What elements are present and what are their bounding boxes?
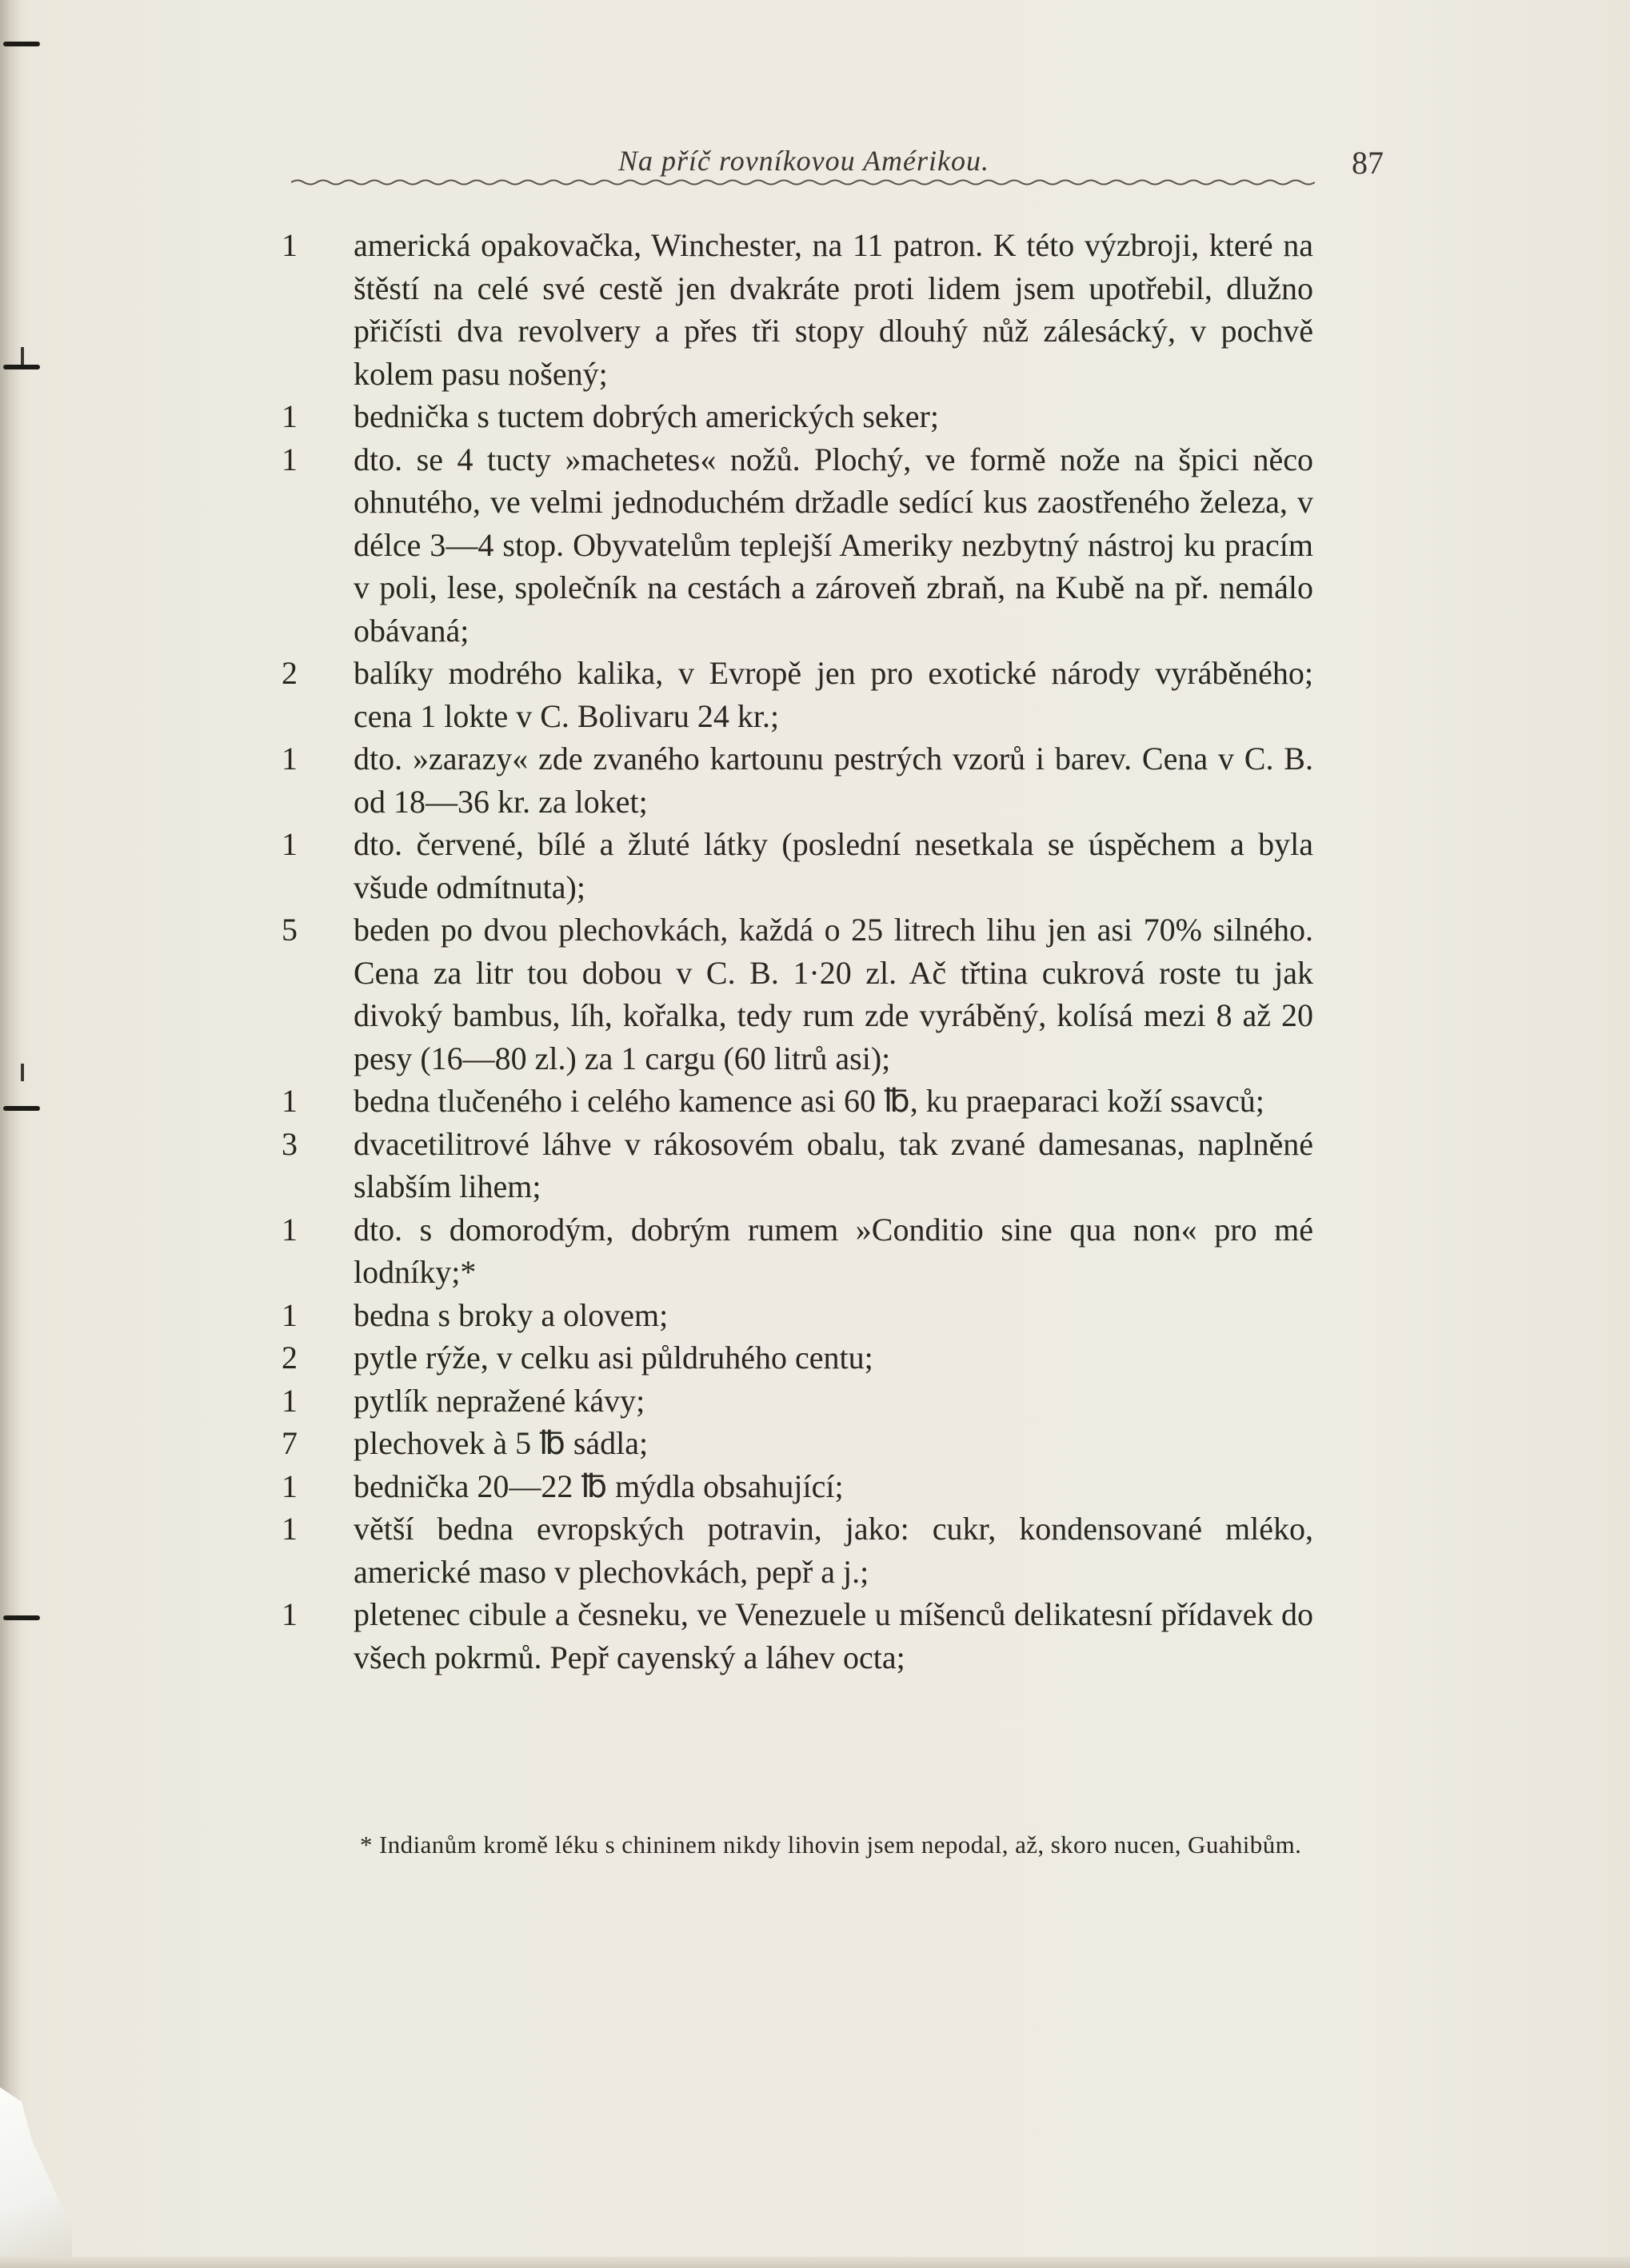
list-item: [282, 1123, 1313, 1208]
list-item: [282, 1336, 1313, 1380]
item-text: americká opakovačka, Winchester, na 11 patron. K této výzbroji, které na štěstí na celé své cestě jen dvakráte proti lidem jsem upotřebil, dlužno přičísti dva revolvery a přes tři stopy dlouhý nůž zálesácký, v pochvě kolem pasu nošený;: [354, 227, 1313, 392]
item-text: bednička s tuctem dobrých amerických seker;: [354, 398, 939, 434]
item-text: pytle rýže, v celku asi půldruhého centu;: [354, 1340, 873, 1376]
list-item: [282, 395, 1313, 438]
item-text: beden po dvou plechovkách, každá o 25 litrech lihu jen asi 70% silného. Cena za litr tou dobou v C. B. 1·20 zl. Ač třtina cukrová roste tu jak divoký bambus, líh, kořalka, tedy rum zde vyráběný, kolísá mezi 8 až 20 pesy (16—80 zl.) za 1 cargu (60 litrů asi);: [354, 912, 1313, 1076]
item-quantity: 1: [282, 1596, 298, 1632]
margin-mark: [3, 42, 40, 46]
list-item: [282, 1507, 1313, 1593]
list-item: [282, 1465, 1313, 1508]
item-quantity: 1: [282, 227, 298, 263]
page-bottom-edge: [0, 2257, 1630, 2268]
item-text: větší bedna evropských potravin, jako: cukr, kondensované mléko, americké maso v plechovkách, pepř a j.;: [354, 1511, 1313, 1590]
margin-tick: [21, 1064, 24, 1081]
item-text: dto. červené, bílé a žluté látky (poslední nesetkala se úspěchem a byla všude odmítnuta);: [354, 826, 1313, 905]
page-number: 87: [1352, 145, 1384, 181]
item-quantity: 1: [282, 1467, 298, 1504]
item-quantity: 2: [282, 1340, 298, 1376]
list-item: [282, 1080, 1313, 1123]
margin-mark: [3, 1106, 40, 1111]
item-quantity: 1: [282, 1511, 298, 1547]
list-item: [282, 823, 1313, 908]
item-text: plechovek à 5 ℔ sádla;: [354, 1425, 649, 1461]
item-quantity: 1: [282, 398, 298, 434]
list-item: [282, 1380, 1313, 1423]
list-item: [282, 1593, 1313, 1679]
item-text: dto. »zarazy« zde zvaného kartounu pestrých vzorů i barev. Cena v C. B. od 18—36 kr. za loket;: [354, 741, 1313, 820]
margin-mark: [3, 365, 40, 369]
margin-tick: [21, 347, 24, 365]
item-text: balíky modrého kalika, v Evropě jen pro exotické národy vyráběného; cena 1 lokte v C. Bolivaru 24 kr.;: [354, 655, 1313, 734]
item-text: pletenec cibule a česneku, ve Venezuele u míšenců delikatesní přídavek do všech pokrmů. Pepř cayenský a láhev octa;: [354, 1596, 1313, 1675]
item-quantity: 1: [282, 441, 298, 477]
margin-mark: [3, 1615, 40, 1620]
binding-edge: [0, 0, 21, 2268]
item-text: bedna tlučeného i celého kamence asi 60 ℔, ku praeparaci koží ssavců;: [354, 1083, 1264, 1119]
list-item: [282, 1294, 1313, 1337]
item-quantity: 1: [282, 741, 298, 777]
item-text: dto. s domorodým, dobrým rumem »Conditio sine qua non« pro mé lodníky;*: [354, 1211, 1313, 1290]
item-quantity: 2: [282, 655, 298, 691]
list-item: [282, 438, 1313, 653]
item-quantity: 1: [282, 826, 298, 862]
list-item: [282, 1422, 1313, 1465]
list-item: [282, 652, 1313, 737]
list-item: [282, 737, 1313, 823]
torn-corner: [0, 2087, 72, 2268]
list-item: [282, 1208, 1313, 1294]
list-item: [282, 908, 1313, 1080]
running-title: Na příč rovníkovou Amérikou.: [618, 145, 989, 177]
item-quantity: 1: [282, 1211, 298, 1248]
item-quantity: 3: [282, 1125, 298, 1162]
item-text: dvacetilitrové láhve v rákosovém obalu, tak zvané damesanas, naplněné slabším lihem;: [354, 1125, 1313, 1204]
list-item: [282, 224, 1313, 395]
item-text: dto. se 4 tucty »machetes« nožů. Plochý, ve formě nože na špici něco ohnutého, ve velmi jednoduchém držadle sedící kus zaostřeného železa, v délce 3—4 stop. Obyvatelům teplejší Ameriky nezbytný nástroj ku pracím v poli, lese, společník na cestách a zároveň zbraň, na Kubě na př. nemálo obávaná;: [354, 441, 1313, 649]
item-quantity: 7: [282, 1425, 298, 1461]
item-text: bedna s broky a olovem;: [354, 1296, 669, 1333]
item-text: bednička 20—22 ℔ mýdla obsahující;: [354, 1467, 844, 1504]
header-wavy-rule: [291, 178, 1315, 187]
item-quantity: 1: [282, 1083, 298, 1119]
item-text: pytlík nepražené kávy;: [354, 1382, 645, 1419]
item-list: [282, 224, 1313, 1679]
item-quantity: 5: [282, 912, 298, 948]
item-quantity: 1: [282, 1296, 298, 1333]
footnote: * Indianům kromě léku s chininem nikdy lihovin jsem nepodal, až, skoro nucen, Guahibům.: [360, 1831, 1302, 1859]
item-quantity: 1: [282, 1382, 298, 1419]
